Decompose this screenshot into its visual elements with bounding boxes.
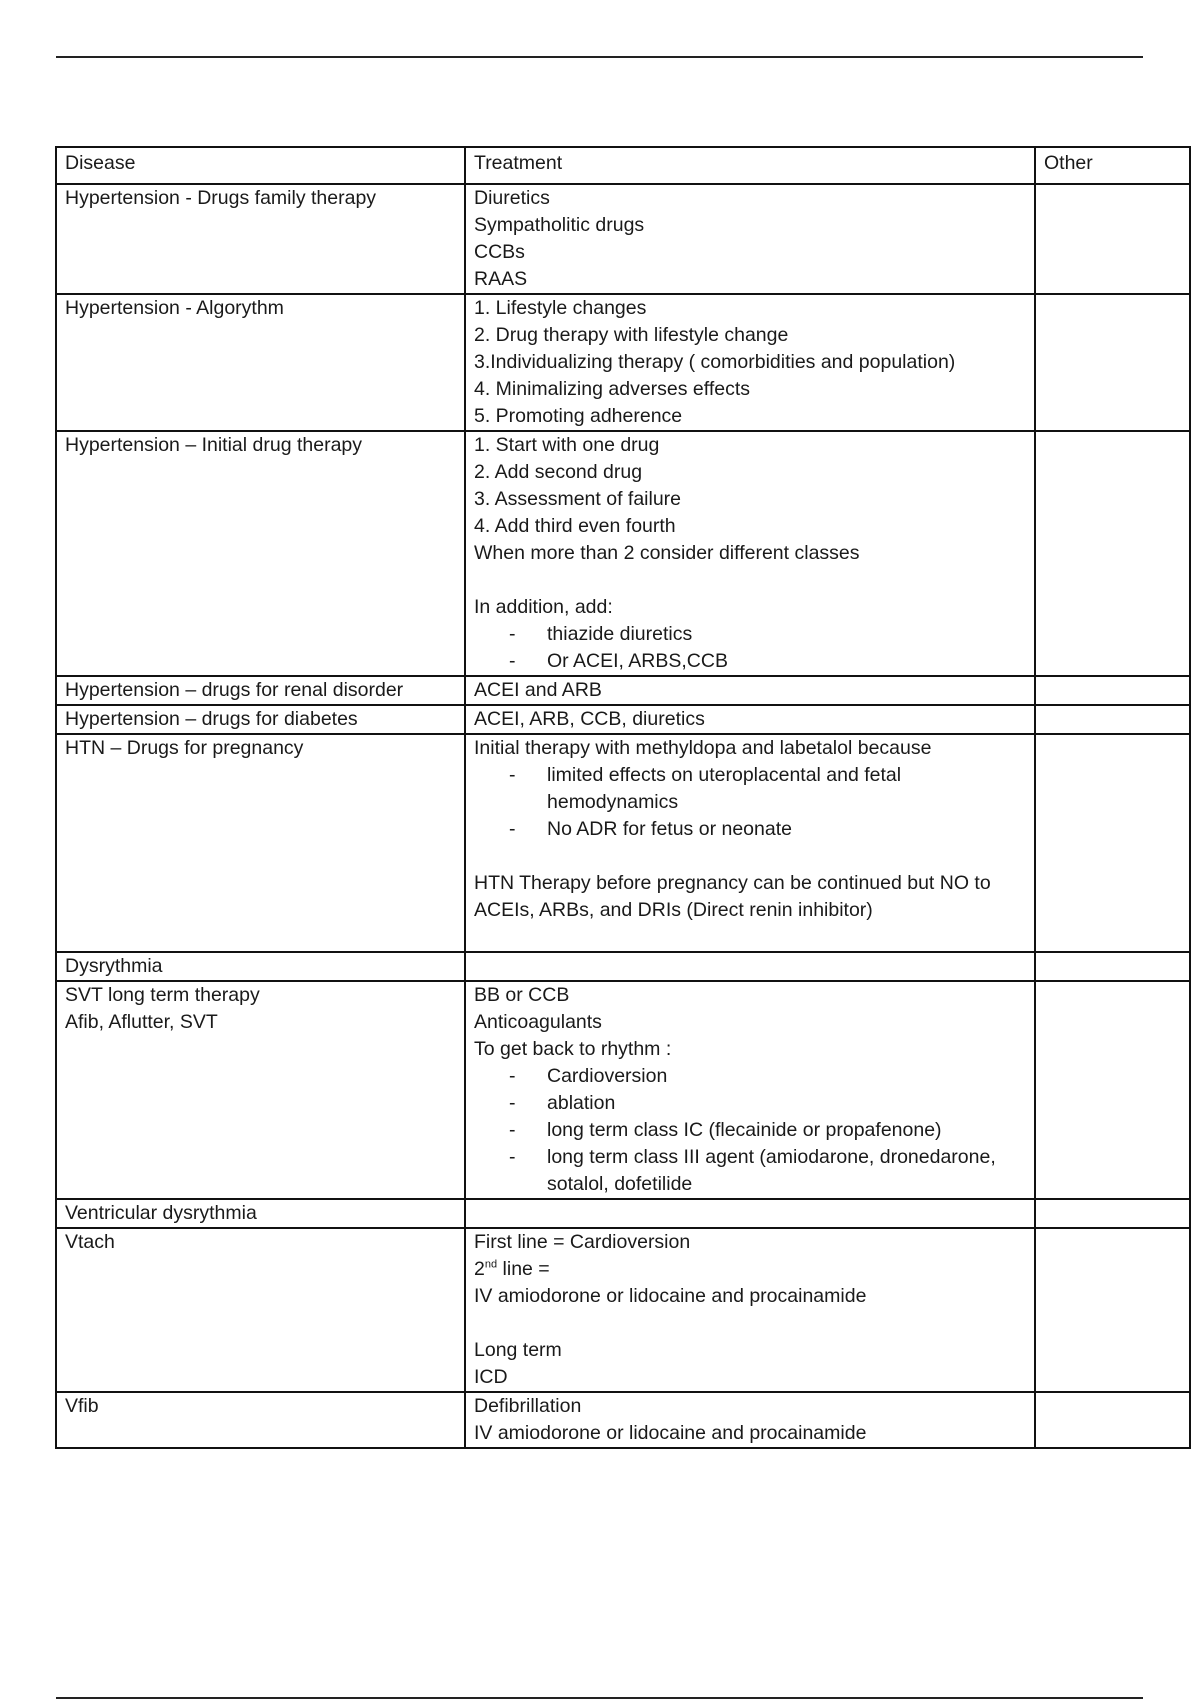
table-header-row — [56, 147, 1190, 184]
bullet-continuation: hemodynamics — [547, 791, 679, 813]
treatment-line: ACEI, ARB, CCB, diuretics — [474, 708, 705, 730]
bullet-text: long term class IC (flecainide or propafenone) — [547, 1119, 942, 1141]
other-cell — [1035, 952, 1190, 981]
table-row — [56, 981, 1190, 1199]
disease-line: Dysrythmia — [65, 955, 163, 977]
disease-cell — [56, 981, 465, 1199]
treatment-line: Anticoagulants — [474, 1011, 602, 1033]
bullet-item — [474, 1117, 1026, 1144]
treatment-line: When more than 2 consider different classes — [474, 542, 860, 564]
disease-line: Ventricular dysrythmia — [65, 1202, 257, 1224]
disease-line: Afib, Aflutter, SVT — [65, 1011, 218, 1033]
treatment-line — [474, 1256, 1026, 1283]
bullet-text: long term class III agent (amiodarone, dronedarone, — [547, 1146, 996, 1168]
other-cell — [1035, 1228, 1190, 1392]
treatment-line: ICD — [474, 1366, 508, 1388]
dash-bullet-icon: - — [509, 818, 516, 840]
other-cell — [1035, 676, 1190, 705]
other-cell — [1035, 184, 1190, 294]
blank-line — [474, 1310, 1026, 1337]
table-row — [56, 952, 1190, 981]
table-row — [56, 1392, 1190, 1448]
treatment-line: In addition, add: — [474, 596, 613, 618]
bullet-item — [474, 1063, 1026, 1090]
disease-line: Hypertension – drugs for diabetes — [65, 708, 358, 730]
treatment-table — [55, 146, 1191, 1449]
disease-cell — [56, 1392, 465, 1448]
treatment-line: 3. Assessment of failure — [474, 488, 682, 510]
header-disease: Disease — [56, 147, 465, 184]
disease-cell — [56, 184, 465, 294]
table-row — [56, 1199, 1190, 1228]
disease-cell — [56, 1199, 465, 1228]
header-other: Other — [1035, 147, 1190, 184]
disease-cell — [56, 1228, 465, 1392]
blank-line — [474, 924, 1026, 951]
treatment-line: 3.Individualizing therapy ( comorbidities and population) — [474, 351, 956, 373]
bullet-text: Or ACEI, ARBS,CCB — [547, 650, 728, 672]
header-rule — [56, 56, 1143, 58]
empty-line — [474, 1200, 1026, 1227]
treatment-line: 4. Add third even fourth — [474, 515, 676, 537]
table-row — [56, 431, 1190, 676]
disease-cell — [56, 676, 465, 705]
dash-bullet-icon: - — [509, 764, 516, 786]
treatment-cell — [465, 952, 1035, 981]
treatment-cell — [465, 734, 1035, 952]
disease-cell — [56, 431, 465, 676]
disease-line: Hypertension - Drugs family therapy — [65, 187, 377, 209]
blank-line — [474, 567, 1026, 594]
treatment-cell — [465, 184, 1035, 294]
treatment-line: 2. Add second drug — [474, 461, 643, 483]
other-cell — [1035, 431, 1190, 676]
treatment-cell — [465, 294, 1035, 431]
dash-bullet-icon: - — [509, 1119, 516, 1141]
bullet-text: limited effects on uteroplacental and fetal — [547, 764, 902, 786]
treatment-cell — [465, 1199, 1035, 1228]
treatment-line: ACEIs, ARBs, and DRIs (Direct renin inhibitor) — [474, 899, 873, 921]
dash-bullet-icon: - — [509, 1092, 516, 1114]
blank-line — [474, 843, 1026, 870]
treatment-line: CCBs — [474, 241, 525, 263]
treatment-line: IV amiodorone or lidocaine and procainamide — [474, 1285, 867, 1307]
table-row — [56, 676, 1190, 705]
bullet-item — [474, 816, 1026, 843]
table-row — [56, 184, 1190, 294]
treatment-line: 4. Minimalizing adverses effects — [474, 378, 751, 400]
treatment-line: To get back to rhythm : — [474, 1038, 672, 1060]
disease-cell — [56, 734, 465, 952]
bullet-item — [474, 1144, 1026, 1171]
disease-line: SVT long term therapy — [65, 984, 260, 1006]
other-cell — [1035, 1392, 1190, 1448]
bullet-text: thiazide diuretics — [547, 623, 693, 645]
disease-cell — [56, 952, 465, 981]
treatment-cell — [465, 1228, 1035, 1392]
dash-bullet-icon: - — [509, 1146, 516, 1168]
treatment-line: BB or CCB — [474, 984, 570, 1006]
ordinal-suffix: nd — [484, 1258, 498, 1271]
dash-bullet-icon: - — [509, 650, 516, 672]
treatment-cell — [465, 431, 1035, 676]
header-treatment: Treatment — [465, 147, 1035, 184]
disease-cell — [56, 705, 465, 734]
bullet-item — [474, 621, 1026, 648]
bullet-continuation: sotalol, dofetilide — [547, 1173, 693, 1195]
treatment-line: 2. Drug therapy with lifestyle change — [474, 324, 789, 346]
bullet-text: ablation — [547, 1092, 616, 1114]
disease-line: Vtach — [65, 1231, 115, 1253]
treatment-line: Initial therapy with methyldopa and labetalol because — [474, 737, 932, 759]
table-row — [56, 734, 1190, 952]
treatment-cell — [465, 1392, 1035, 1448]
treatment-line: 1. Start with one drug — [474, 434, 660, 456]
treatment-line: Long term — [474, 1339, 562, 1361]
treatment-line: Defibrillation — [474, 1395, 582, 1417]
bullet-text: No ADR for fetus or neonate — [547, 818, 792, 840]
bullet-text: Cardioversion — [547, 1065, 668, 1087]
treatment-line: Diuretics — [474, 187, 550, 209]
other-cell — [1035, 705, 1190, 734]
treatment-line: IV amiodorone or lidocaine and procainamide — [474, 1422, 867, 1444]
line-suffix: line = — [497, 1258, 550, 1280]
disease-line: Hypertension – drugs for renal disorder — [65, 679, 404, 701]
disease-line: Hypertension - Algorythm — [65, 297, 284, 319]
bullet-item — [474, 762, 1026, 789]
other-cell — [1035, 981, 1190, 1199]
disease-cell — [56, 294, 465, 431]
disease-line: Hypertension – Initial drug therapy — [65, 434, 363, 456]
treatment-line: 5. Promoting adherence — [474, 405, 683, 427]
treatment-line: 1. Lifestyle changes — [474, 297, 647, 319]
bullet-item — [474, 648, 1026, 675]
treatment-cell — [465, 981, 1035, 1199]
treatment-line: First line = Cardioversion — [474, 1231, 691, 1253]
table-row — [56, 1228, 1190, 1392]
dash-bullet-icon: - — [509, 1065, 516, 1087]
table-row — [56, 294, 1190, 431]
treatment-cell — [465, 705, 1035, 734]
bullet-item — [474, 1090, 1026, 1117]
footer-rule — [56, 1697, 1143, 1699]
treatment-cell — [465, 676, 1035, 705]
treatment-line: Sympatholitic drugs — [474, 214, 645, 236]
table-row — [56, 705, 1190, 734]
other-cell — [1035, 1199, 1190, 1228]
disease-line: Vfib — [65, 1395, 99, 1417]
other-cell — [1035, 294, 1190, 431]
other-cell — [1035, 734, 1190, 952]
disease-line: HTN – Drugs for pregnancy — [65, 737, 304, 759]
treatment-line: HTN Therapy before pregnancy can be continued but NO to — [474, 872, 991, 894]
empty-line — [474, 953, 1026, 980]
treatment-line: RAAS — [474, 268, 528, 290]
dash-bullet-icon: - — [509, 623, 516, 645]
line-prefix: 2 — [474, 1258, 485, 1280]
treatment-line: ACEI and ARB — [474, 679, 602, 701]
